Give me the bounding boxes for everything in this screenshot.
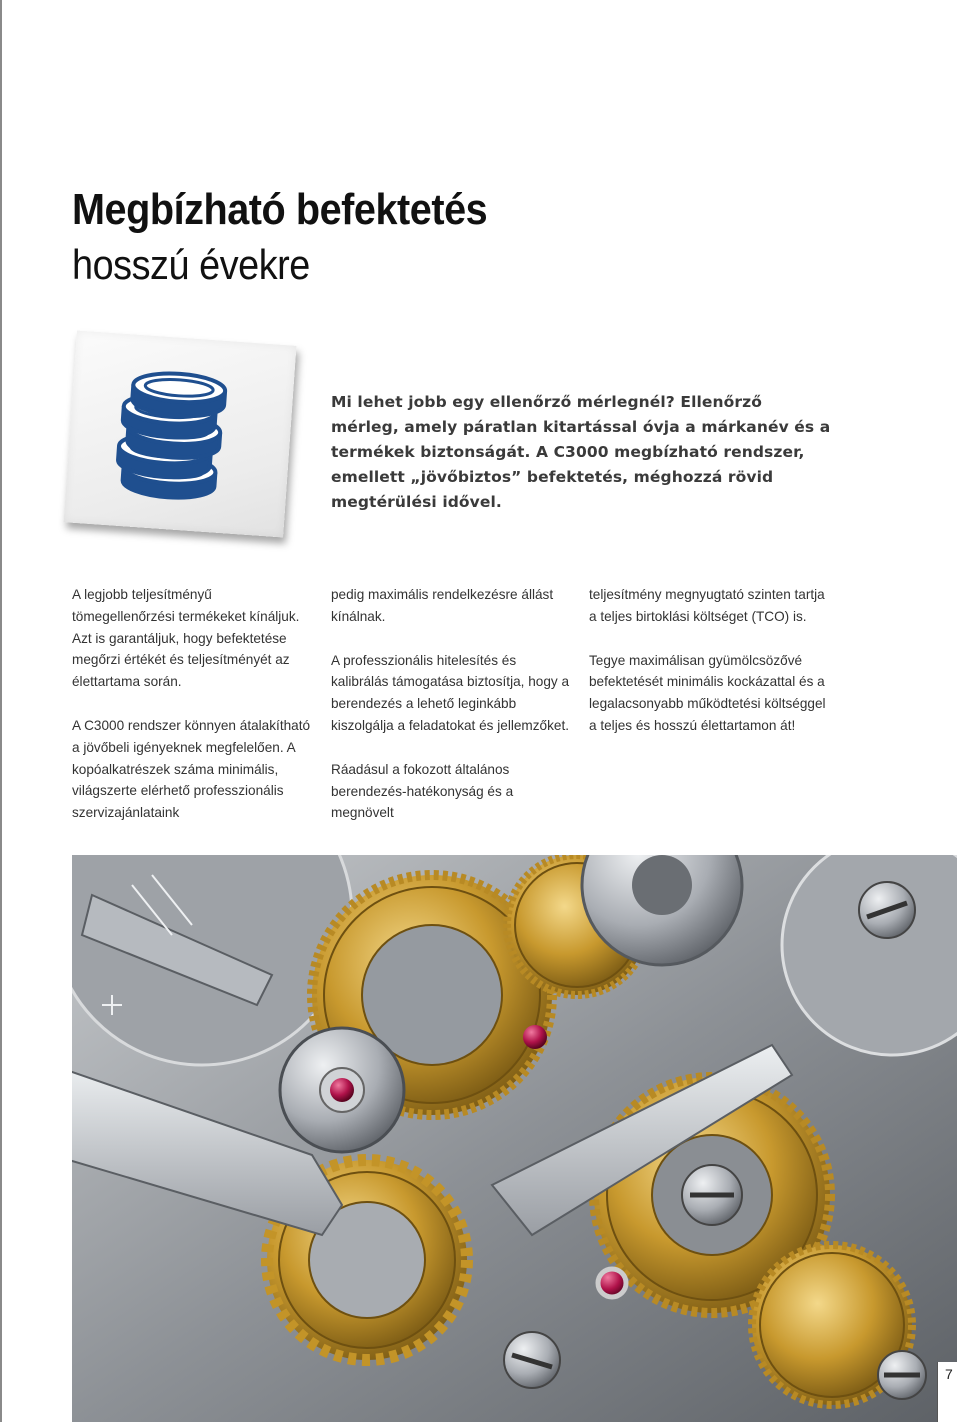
paragraph: teljesítmény megnyugtató szinten tartja a teljes birtoklási költséget (TCO) is. [589, 587, 825, 624]
sticky-note [64, 331, 297, 538]
coin-stack-icon [109, 360, 252, 509]
page-edge-rule [0, 0, 2, 1422]
title-line-light: hosszú évekre [72, 241, 310, 288]
paragraph: pedig maximális rendelkezésre állást kínálnak. [331, 587, 554, 624]
watch-gears-photo [72, 855, 957, 1422]
page-title [72, 182, 533, 292]
paragraph: Ráadásul a fokozott általános berendezés-hatékonyság és a megnövelt [331, 761, 514, 821]
text-column-2 [331, 584, 571, 846]
text-column-3 [589, 584, 829, 759]
paragraph: A C3000 rendszer könnyen átalakítható a jövőbeli igényeknek megfelelően. A kopóalkatrészek száma minimális, világszerte elérhető professzionális szervizajánlataink [72, 717, 311, 821]
title-line-bold: Megbízható befektetés [72, 185, 488, 234]
paragraph: A professzionális hitelesítés és kalibrálás támogatása biztosítja, hogy a berendezés a lehető leginkább kiszolgálja a feladatokat és jellemzőket. [331, 652, 570, 733]
text-column-1 [72, 584, 312, 846]
paragraph: Tegye maximálisan gyümölcsözővé befektetését minimális kockázattal és a legalacsonyabb működtetési költséggel a teljes és hosszú élettartamon át! [589, 652, 826, 733]
paragraph: A legjobb teljesítményű tömegellenőrzési termékeket kínáljuk. Azt is garantáljuk, hogy befektetése megőrzi értékét és teljesítményét az élettartama során. [72, 587, 300, 690]
intro-paragraph: Mi lehet jobb egy ellenőrző mérlegnél? Ellenőrző mérleg, amely páratlan kitartással óvja a márkanév és a termékek biztonságát. A C3000 megbízható rendszer, emellett „jövőbiztos” befektetés, méghozzá rövid megtérülési idővel. [331, 393, 831, 511]
page-number: 7 [945, 1366, 953, 1382]
